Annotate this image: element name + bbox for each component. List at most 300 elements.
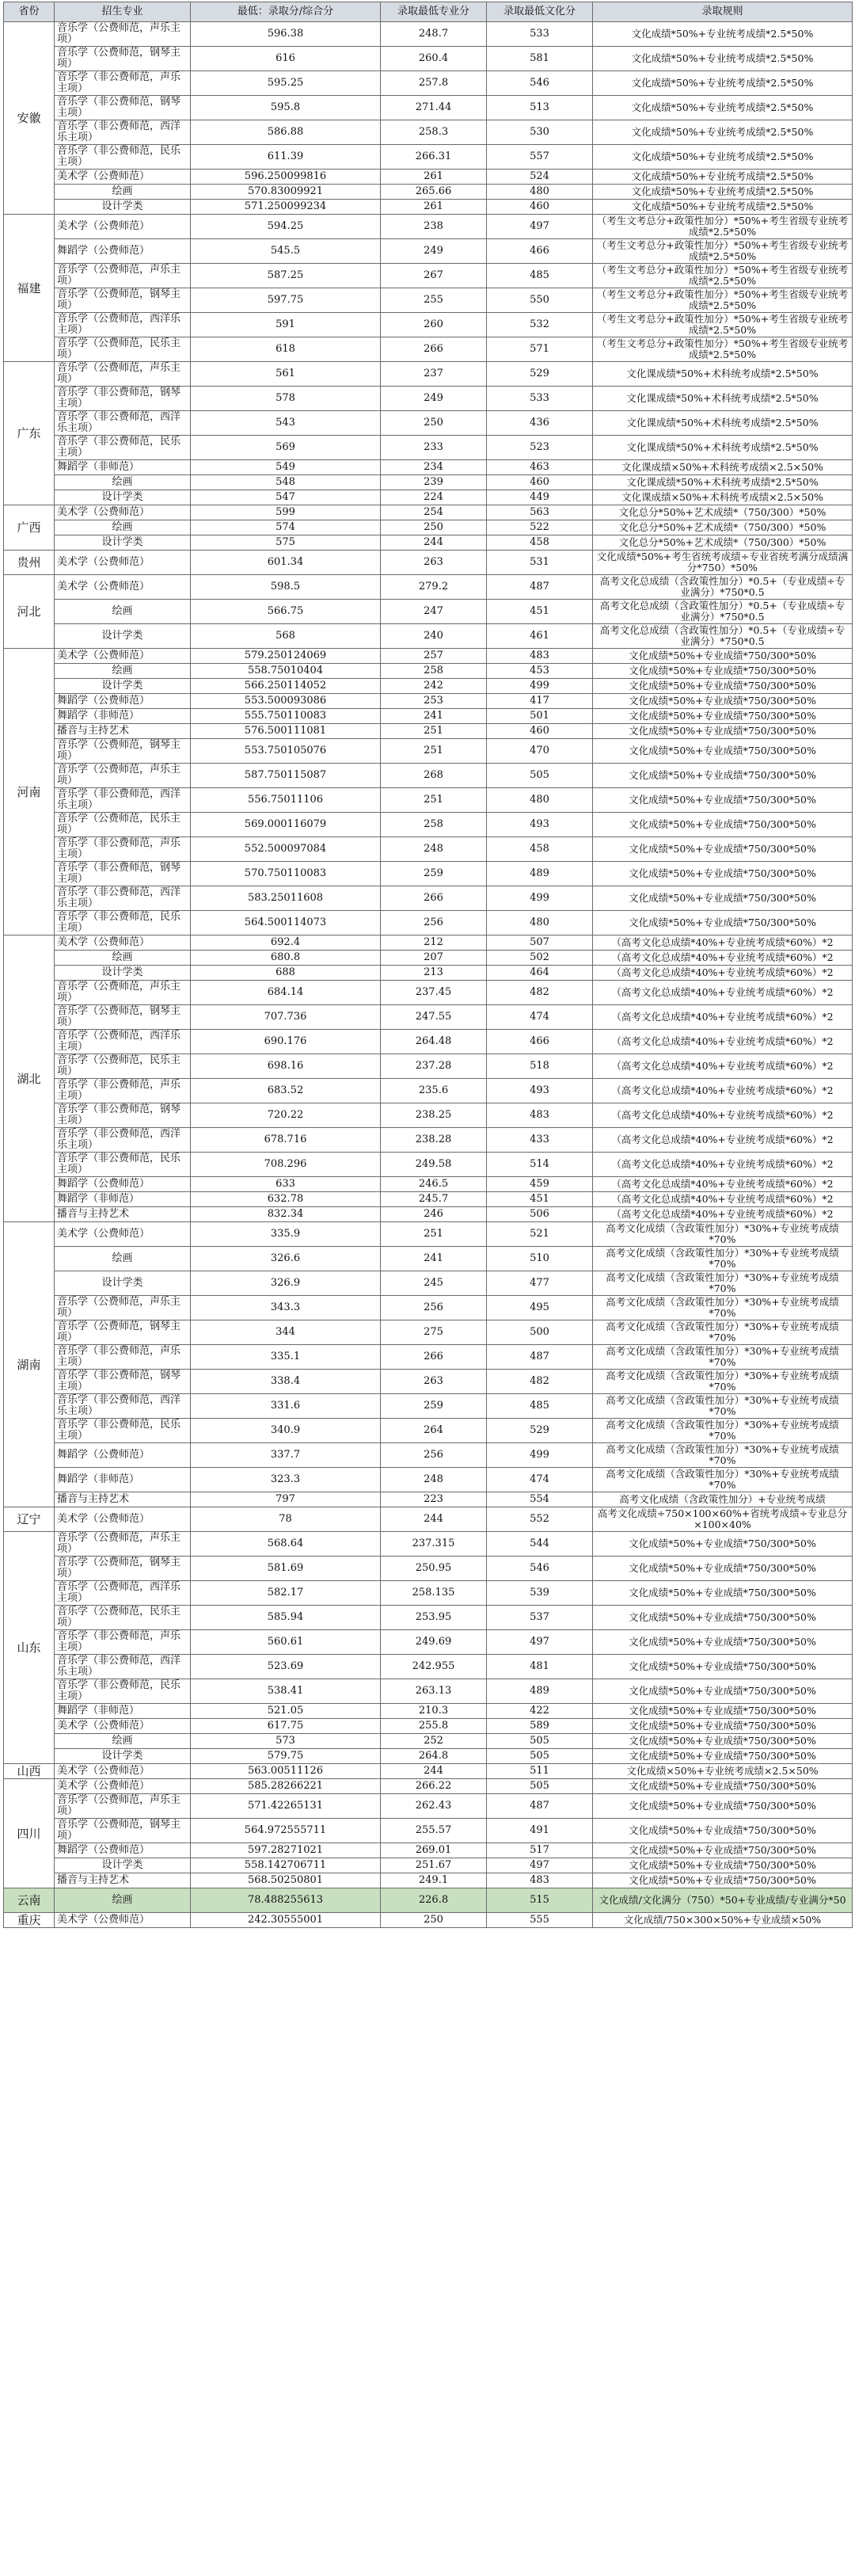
- min-major-score-cell: 266: [381, 886, 487, 911]
- major-cell: 音乐学（非公费师范，西洋乐主项）: [55, 788, 191, 813]
- min-major-score-cell: 233: [381, 436, 487, 460]
- min-major-score-cell: 248: [381, 837, 487, 862]
- rule-cell: 文化课成绩*50%+术科统考成绩*2.5*50%: [593, 362, 853, 387]
- table-row: [4, 520, 853, 535]
- rule-cell: （高考文化总成绩*40%+专业统考成绩*60%）*2: [593, 1153, 853, 1177]
- min-score-cell: 78.488255613: [191, 1888, 381, 1913]
- rule-cell: （高考文化总成绩*40%+专业统考成绩*60%）*2: [593, 966, 853, 981]
- table-row: [4, 264, 853, 288]
- rule-cell: （高考文化总成绩*40%+专业统考成绩*60%）*2: [593, 1079, 853, 1103]
- rule-cell: 文化总分*50%+艺术成绩*（750/300）*50%: [593, 505, 853, 520]
- min-culture-score-cell: 463: [487, 460, 593, 475]
- table-row: [4, 679, 853, 694]
- min-major-score-cell: 261: [381, 200, 487, 215]
- major-cell: 绘画: [55, 1888, 191, 1913]
- major-cell: 播音与主持艺术: [55, 724, 191, 739]
- min-major-score-cell: 257: [381, 649, 487, 664]
- rule-cell: 文化成绩*50%+专业成绩*750/300*50%: [593, 709, 853, 724]
- min-score-cell: 698.16: [191, 1054, 381, 1079]
- rule-cell: 文化成绩*50%+专业成绩*750/300*50%: [593, 764, 853, 788]
- major-cell: 绘画: [55, 475, 191, 490]
- min-culture-score-cell: 460: [487, 724, 593, 739]
- min-score-cell: 617.75: [191, 1719, 381, 1734]
- min-culture-score-cell: 521: [487, 1222, 593, 1247]
- min-score-cell: 558.142706711: [191, 1858, 381, 1873]
- major-cell: 音乐学（公费师范，声乐主项）: [55, 264, 191, 288]
- min-major-score-cell: 259: [381, 1394, 487, 1419]
- table-row: [4, 1606, 853, 1630]
- major-cell: 音乐学（公费师范，声乐主项）: [55, 362, 191, 387]
- min-culture-score-cell: 537: [487, 1606, 593, 1630]
- rule-cell: 文化课成绩*50%+术科统考成绩*2.5*50%: [593, 411, 853, 436]
- min-score-cell: 575: [191, 535, 381, 551]
- major-cell: 美术学（公费师范）: [55, 936, 191, 951]
- major-cell: 音乐学（公费师范，声乐主项）: [55, 1532, 191, 1557]
- province-cell: 辽宁: [4, 1507, 55, 1532]
- min-major-score-cell: 235.6: [381, 1079, 487, 1103]
- major-cell: 音乐学（公费师范，声乐主项）: [55, 1296, 191, 1320]
- rule-cell: 文化成绩*50%+专业统考成绩*2.5*50%: [593, 170, 853, 185]
- major-cell: 音乐学（非公费师范，西洋乐主项）: [55, 1655, 191, 1679]
- table-row: [4, 535, 853, 551]
- major-cell: 音乐学（公费师范，民乐主项）: [55, 813, 191, 837]
- min-score-cell: 591: [191, 313, 381, 337]
- rule-cell: （高考文化总成绩*40%+专业统考成绩*60%）*2: [593, 1005, 853, 1030]
- min-major-score-cell: 259: [381, 862, 487, 886]
- min-major-score-cell: 249.69: [381, 1630, 487, 1655]
- rule-cell: 文化课成绩*50%+术科统考成绩*2.5*50%: [593, 387, 853, 411]
- min-score-cell: 598.5: [191, 575, 381, 600]
- min-culture-score-cell: 523: [487, 436, 593, 460]
- min-culture-score-cell: 466: [487, 1030, 593, 1054]
- rule-cell: 高考文化成绩（含政策性加分）*30%+专业统考成绩*70%: [593, 1271, 853, 1296]
- table-row: [4, 911, 853, 936]
- min-score-cell: 335.1: [191, 1345, 381, 1370]
- min-major-score-cell: 237.45: [381, 981, 487, 1005]
- min-culture-score-cell: 518: [487, 1054, 593, 1079]
- rule-cell: 文化成绩*50%+专业成绩*750/300*50%: [593, 788, 853, 813]
- min-major-score-cell: 247: [381, 600, 487, 624]
- min-score-cell: 521.05: [191, 1704, 381, 1719]
- rule-cell: 文化成绩*50%+专业统考成绩*2.5*50%: [593, 47, 853, 71]
- min-culture-score-cell: 489: [487, 862, 593, 886]
- min-culture-score-cell: 497: [487, 1858, 593, 1873]
- min-major-score-cell: 251: [381, 1222, 487, 1247]
- min-major-score-cell: 251.67: [381, 1858, 487, 1873]
- min-score-cell: 331.6: [191, 1394, 381, 1419]
- admission-table: [3, 2, 853, 1928]
- min-culture-score-cell: 499: [487, 1443, 593, 1468]
- header-min-culture-score: 录取最低文化分: [487, 2, 593, 22]
- min-score-cell: 556.75011106: [191, 788, 381, 813]
- min-culture-score-cell: 514: [487, 1153, 593, 1177]
- min-culture-score-cell: 480: [487, 185, 593, 200]
- major-cell: 音乐学（非公费师范，民乐主项）: [55, 1419, 191, 1443]
- rule-cell: 文化成绩*50%+专业成绩*750/300*50%: [593, 649, 853, 664]
- table-row: [4, 411, 853, 436]
- major-cell: 美术学（公费师范）: [55, 551, 191, 575]
- min-score-cell: 595.25: [191, 71, 381, 96]
- min-culture-score-cell: 501: [487, 709, 593, 724]
- min-major-score-cell: 255: [381, 288, 487, 313]
- min-culture-score-cell: 483: [487, 1873, 593, 1888]
- rule-cell: （高考文化总成绩*40%+专业统考成绩*60%）*2: [593, 1030, 853, 1054]
- min-culture-score-cell: 433: [487, 1128, 593, 1153]
- rule-cell: 文化成绩*50%+专业成绩*750/300*50%: [593, 1557, 853, 1581]
- min-culture-score-cell: 505: [487, 1749, 593, 1764]
- min-score-cell: 594.25: [191, 215, 381, 239]
- major-cell: 美术学（公费师范）: [55, 1764, 191, 1779]
- min-score-cell: 242.30555001: [191, 1913, 381, 1928]
- major-cell: 美术学（公费师范）: [55, 1913, 191, 1928]
- table-row: [4, 1655, 853, 1679]
- min-culture-score-cell: 459: [487, 1177, 593, 1192]
- min-major-score-cell: 224: [381, 490, 487, 505]
- rule-cell: 文化成绩*50%+专业成绩*750/300*50%: [593, 1749, 853, 1764]
- min-major-score-cell: 245.7: [381, 1192, 487, 1207]
- min-culture-score-cell: 451: [487, 1192, 593, 1207]
- table-row: [4, 1005, 853, 1030]
- major-cell: 音乐学（公费师范，西洋乐主项）: [55, 1030, 191, 1054]
- min-major-score-cell: 249: [381, 239, 487, 264]
- table-row: [4, 788, 853, 813]
- rule-cell: 文化成绩*50%+专业成绩*750/300*50%: [593, 837, 853, 862]
- min-score-cell: 545.5: [191, 239, 381, 264]
- major-cell: 播音与主持艺术: [55, 1873, 191, 1888]
- min-score-cell: 571.42265131: [191, 1794, 381, 1819]
- major-cell: 设计学类: [55, 1858, 191, 1873]
- major-cell: 音乐学（非公费师范，西洋乐主项）: [55, 120, 191, 145]
- major-cell: 音乐学（非公费师范，民乐主项）: [55, 911, 191, 936]
- min-score-cell: 678.716: [191, 1128, 381, 1153]
- min-culture-score-cell: 500: [487, 1320, 593, 1345]
- min-culture-score-cell: 482: [487, 981, 593, 1005]
- min-major-score-cell: 240: [381, 624, 487, 649]
- min-major-score-cell: 251: [381, 739, 487, 764]
- min-major-score-cell: 207: [381, 951, 487, 966]
- min-culture-score-cell: 453: [487, 664, 593, 679]
- min-score-cell: 690.176: [191, 1030, 381, 1054]
- min-score-cell: 578: [191, 387, 381, 411]
- table-row: [4, 71, 853, 96]
- rule-cell: 文化成绩*50%+专业成绩*750/300*50%: [593, 1606, 853, 1630]
- min-culture-score-cell: 483: [487, 649, 593, 664]
- major-cell: 设计学类: [55, 679, 191, 694]
- min-score-cell: 568.64: [191, 1532, 381, 1557]
- min-major-score-cell: 251: [381, 788, 487, 813]
- major-cell: 音乐学（非公费师范，西洋乐主项）: [55, 886, 191, 911]
- min-score-cell: 797: [191, 1492, 381, 1507]
- major-cell: 音乐学（公费师范，民乐主项）: [55, 337, 191, 362]
- min-major-score-cell: 257.8: [381, 71, 487, 96]
- min-score-cell: 579.250124069: [191, 649, 381, 664]
- rule-cell: 高考文化成绩（含政策性加分）*30%+专业统考成绩*70%: [593, 1394, 853, 1419]
- min-major-score-cell: 250.95: [381, 1557, 487, 1581]
- table-row: [4, 951, 853, 966]
- table-row: [4, 362, 853, 387]
- rule-cell: 高考文化成绩（含政策性加分）*30%+专业统考成绩*70%: [593, 1222, 853, 1247]
- rule-cell: 文化成绩*50%+专业统考成绩*2.5*50%: [593, 96, 853, 120]
- table-row: [4, 1468, 853, 1492]
- min-culture-score-cell: 487: [487, 1345, 593, 1370]
- rule-cell: 文化成绩*50%+专业成绩*750/300*50%: [593, 862, 853, 886]
- min-major-score-cell: 223: [381, 1492, 487, 1507]
- min-culture-score-cell: 532: [487, 313, 593, 337]
- min-major-score-cell: 249: [381, 387, 487, 411]
- major-cell: 音乐学（非公费师范，钢琴主项）: [55, 96, 191, 120]
- province-cell: 河北: [4, 575, 55, 649]
- min-score-cell: 569.000116079: [191, 813, 381, 837]
- min-culture-score-cell: 499: [487, 886, 593, 911]
- rule-cell: （高考文化总成绩*40%+专业统考成绩*60%）*2: [593, 1192, 853, 1207]
- min-score-cell: 561: [191, 362, 381, 387]
- rule-cell: （考生文考总分+政策性加分）*50%+考生省级专业统考成绩*2.5*50%: [593, 264, 853, 288]
- min-score-cell: 555.750110083: [191, 709, 381, 724]
- min-score-cell: 692.4: [191, 936, 381, 951]
- table-row: [4, 1557, 853, 1581]
- min-major-score-cell: 267: [381, 264, 487, 288]
- min-score-cell: 583.25011608: [191, 886, 381, 911]
- min-major-score-cell: 226.8: [381, 1888, 487, 1913]
- rule-cell: 文化成绩*50%+考生省统考成绩÷专业省统考满分成绩满分*750）*50%: [593, 551, 853, 575]
- major-cell: 美术学（公费师范）: [55, 1719, 191, 1734]
- table-row: [4, 664, 853, 679]
- rule-cell: 文化成绩*50%+专业成绩*750/300*50%: [593, 813, 853, 837]
- min-major-score-cell: 262.43: [381, 1794, 487, 1819]
- header-major: 招生专业: [55, 2, 191, 22]
- table-row: [4, 862, 853, 886]
- table-row: [4, 505, 853, 520]
- province-cell: 河南: [4, 649, 55, 936]
- table-row: [4, 1794, 853, 1819]
- min-major-score-cell: 256: [381, 911, 487, 936]
- rule-cell: 文化成绩*50%+专业成绩*750/300*50%: [593, 1655, 853, 1679]
- table-row: [4, 1679, 853, 1704]
- min-culture-score-cell: 417: [487, 694, 593, 709]
- major-cell: 绘画: [55, 1247, 191, 1271]
- major-cell: 音乐学（非公费师范，声乐主项）: [55, 1345, 191, 1370]
- min-culture-score-cell: 524: [487, 170, 593, 185]
- min-culture-score-cell: 531: [487, 551, 593, 575]
- min-major-score-cell: 249.1: [381, 1873, 487, 1888]
- major-cell: 设计学类: [55, 966, 191, 981]
- min-culture-score-cell: 497: [487, 1630, 593, 1655]
- min-score-cell: 566.250114052: [191, 679, 381, 694]
- major-cell: 设计学类: [55, 535, 191, 551]
- min-culture-score-cell: 563: [487, 505, 593, 520]
- rule-cell: 文化成绩*50%+专业成绩*750/300*50%: [593, 911, 853, 936]
- min-culture-score-cell: 497: [487, 215, 593, 239]
- table-row: [4, 436, 853, 460]
- table-row: [4, 1370, 853, 1394]
- min-culture-score-cell: 477: [487, 1271, 593, 1296]
- table-row: [4, 200, 853, 215]
- min-major-score-cell: 279.2: [381, 575, 487, 600]
- min-major-score-cell: 266: [381, 1345, 487, 1370]
- table-row: [4, 1507, 853, 1532]
- table-row: [4, 1030, 853, 1054]
- table-row: [4, 1532, 853, 1557]
- min-score-cell: 344: [191, 1320, 381, 1345]
- min-major-score-cell: 246.5: [381, 1177, 487, 1192]
- min-score-cell: 338.4: [191, 1370, 381, 1394]
- min-major-score-cell: 244: [381, 535, 487, 551]
- min-culture-score-cell: 474: [487, 1005, 593, 1030]
- province-cell: 山西: [4, 1764, 55, 1779]
- province-cell: 四川: [4, 1779, 55, 1888]
- min-score-cell: 566.75: [191, 600, 381, 624]
- table-row: [4, 1153, 853, 1177]
- table-row: [4, 813, 853, 837]
- min-major-score-cell: 266.31: [381, 145, 487, 170]
- major-cell: 音乐学（非公费师范，声乐主项）: [55, 71, 191, 96]
- min-major-score-cell: 264.48: [381, 1030, 487, 1054]
- min-score-cell: 595.8: [191, 96, 381, 120]
- table-row: [4, 1320, 853, 1345]
- min-major-score-cell: 237.315: [381, 1532, 487, 1557]
- rule-cell: 文化成绩*50%+专业成绩*750/300*50%: [593, 886, 853, 911]
- min-score-cell: 558.75010404: [191, 664, 381, 679]
- major-cell: 绘画: [55, 664, 191, 679]
- min-culture-score-cell: 460: [487, 475, 593, 490]
- major-cell: 音乐学（非公费师范，声乐主项）: [55, 1630, 191, 1655]
- rule-cell: 文化课成绩*50%+术科统考成绩*2.5*50%: [593, 475, 853, 490]
- major-cell: 音乐学（公费师范，声乐主项）: [55, 981, 191, 1005]
- min-major-score-cell: 256: [381, 1443, 487, 1468]
- table-row: [4, 600, 853, 624]
- min-major-score-cell: 248: [381, 1468, 487, 1492]
- rule-cell: 高考文化总成绩（含政策性加分）*0.5+（专业成绩÷专业满分）*750*0.5: [593, 600, 853, 624]
- min-score-cell: 548: [191, 475, 381, 490]
- min-major-score-cell: 255.8: [381, 1719, 487, 1734]
- min-score-cell: 569: [191, 436, 381, 460]
- table-row: [4, 551, 853, 575]
- min-major-score-cell: 239: [381, 475, 487, 490]
- min-culture-score-cell: 546: [487, 71, 593, 96]
- major-cell: 音乐学（公费师范，钢琴主项）: [55, 1320, 191, 1345]
- min-culture-score-cell: 505: [487, 1779, 593, 1794]
- major-cell: 美术学（公费师范）: [55, 215, 191, 239]
- min-major-score-cell: 261: [381, 170, 487, 185]
- min-culture-score-cell: 487: [487, 575, 593, 600]
- min-culture-score-cell: 480: [487, 788, 593, 813]
- min-score-cell: 587.25: [191, 264, 381, 288]
- min-major-score-cell: 266.22: [381, 1779, 487, 1794]
- province-cell: 湖北: [4, 936, 55, 1222]
- min-score-cell: 564.500114073: [191, 911, 381, 936]
- rule-cell: 文化成绩*50%+专业成绩*750/300*50%: [593, 1719, 853, 1734]
- province-cell: 安徽: [4, 22, 55, 215]
- min-major-score-cell: 251: [381, 724, 487, 739]
- min-major-score-cell: 250: [381, 1913, 487, 1928]
- table-row: [4, 1843, 853, 1858]
- table-row: [4, 475, 853, 490]
- rule-cell: 高考文化成绩（含政策性加分）*30%+专业统考成绩*70%: [593, 1320, 853, 1345]
- min-score-cell: 571.250099234: [191, 200, 381, 215]
- major-cell: 设计学类: [55, 200, 191, 215]
- min-major-score-cell: 266: [381, 337, 487, 362]
- min-culture-score-cell: 511: [487, 1764, 593, 1779]
- rule-cell: 文化成绩*50%+专业成绩*750/300*50%: [593, 679, 853, 694]
- major-cell: 设计学类: [55, 624, 191, 649]
- table-row: [4, 1128, 853, 1153]
- min-culture-score-cell: 481: [487, 1655, 593, 1679]
- min-score-cell: 633: [191, 1177, 381, 1192]
- rule-cell: 文化成绩*50%+专业成绩*750/300*50%: [593, 739, 853, 764]
- min-score-cell: 343.3: [191, 1296, 381, 1320]
- min-culture-score-cell: 533: [487, 22, 593, 47]
- min-major-score-cell: 255.57: [381, 1819, 487, 1843]
- rule-cell: 高考文化成绩（含政策性加分）*30%+专业统考成绩*70%: [593, 1296, 853, 1320]
- min-major-score-cell: 237.28: [381, 1054, 487, 1079]
- major-cell: 音乐学（非公费师范，声乐主项）: [55, 837, 191, 862]
- min-major-score-cell: 238.28: [381, 1128, 487, 1153]
- table-row: [4, 624, 853, 649]
- table-row: [4, 239, 853, 264]
- min-major-score-cell: 263: [381, 1370, 487, 1394]
- major-cell: 绘画: [55, 185, 191, 200]
- min-major-score-cell: 252: [381, 1734, 487, 1749]
- min-score-cell: 599: [191, 505, 381, 520]
- rule-cell: （高考文化总成绩*40%+专业统考成绩*60%）*2: [593, 951, 853, 966]
- rule-cell: （高考文化总成绩*40%+专业统考成绩*60%）*2: [593, 1128, 853, 1153]
- major-cell: 绘画: [55, 951, 191, 966]
- min-culture-score-cell: 557: [487, 145, 593, 170]
- min-score-cell: 601.34: [191, 551, 381, 575]
- min-score-cell: 585.94: [191, 1606, 381, 1630]
- major-cell: 音乐学（公费师范，声乐主项）: [55, 764, 191, 788]
- table-row: [4, 215, 853, 239]
- major-cell: 音乐学（非公费师范，钢琴主项）: [55, 1370, 191, 1394]
- min-culture-score-cell: 502: [487, 951, 593, 966]
- min-culture-score-cell: 491: [487, 1819, 593, 1843]
- major-cell: 设计学类: [55, 490, 191, 505]
- rule-cell: 文化成绩*50%+专业成绩*750/300*50%: [593, 1704, 853, 1719]
- min-culture-score-cell: 422: [487, 1704, 593, 1719]
- min-culture-score-cell: 505: [487, 1734, 593, 1749]
- min-culture-score-cell: 487: [487, 1794, 593, 1819]
- min-major-score-cell: 265.66: [381, 185, 487, 200]
- min-score-cell: 618: [191, 337, 381, 362]
- min-culture-score-cell: 517: [487, 1843, 593, 1858]
- rule-cell: （考生文考总分+政策性加分）*50%+考生省级专业统考成绩*2.5*50%: [593, 215, 853, 239]
- header-province: 省份: [4, 2, 55, 22]
- table-row: [4, 1749, 853, 1764]
- rule-cell: 文化成绩*50%+专业成绩*750/300*50%: [593, 694, 853, 709]
- rule-cell: 高考文化成绩（含政策性加分）+专业统考成绩: [593, 1492, 853, 1507]
- table-row: [4, 1719, 853, 1734]
- table-row: [4, 739, 853, 764]
- major-cell: 美术学（公费师范）: [55, 575, 191, 600]
- table-row: [4, 1177, 853, 1192]
- table-row: [4, 337, 853, 362]
- table-header: [4, 2, 853, 22]
- table-row: [4, 145, 853, 170]
- major-cell: 舞蹈学（非师范）: [55, 1468, 191, 1492]
- table-row: [4, 1581, 853, 1606]
- table-row: [4, 1913, 853, 1928]
- rule-cell: 文化成绩/文化满分（750）*50+专业成绩/专业满分*50: [593, 1888, 853, 1913]
- min-major-score-cell: 263: [381, 551, 487, 575]
- min-score-cell: 523.69: [191, 1655, 381, 1679]
- min-score-cell: 832.34: [191, 1207, 381, 1222]
- major-cell: 舞蹈学（公费师范）: [55, 694, 191, 709]
- major-cell: 音乐学（公费师范，钢琴主项）: [55, 1819, 191, 1843]
- min-major-score-cell: 245: [381, 1271, 487, 1296]
- rule-cell: 高考文化成绩÷750×100×60%+省统考成绩÷专业总分×100×40%: [593, 1507, 853, 1532]
- rule-cell: 文化成绩*50%+专业统考成绩*2.5*50%: [593, 185, 853, 200]
- min-major-score-cell: 253.95: [381, 1606, 487, 1630]
